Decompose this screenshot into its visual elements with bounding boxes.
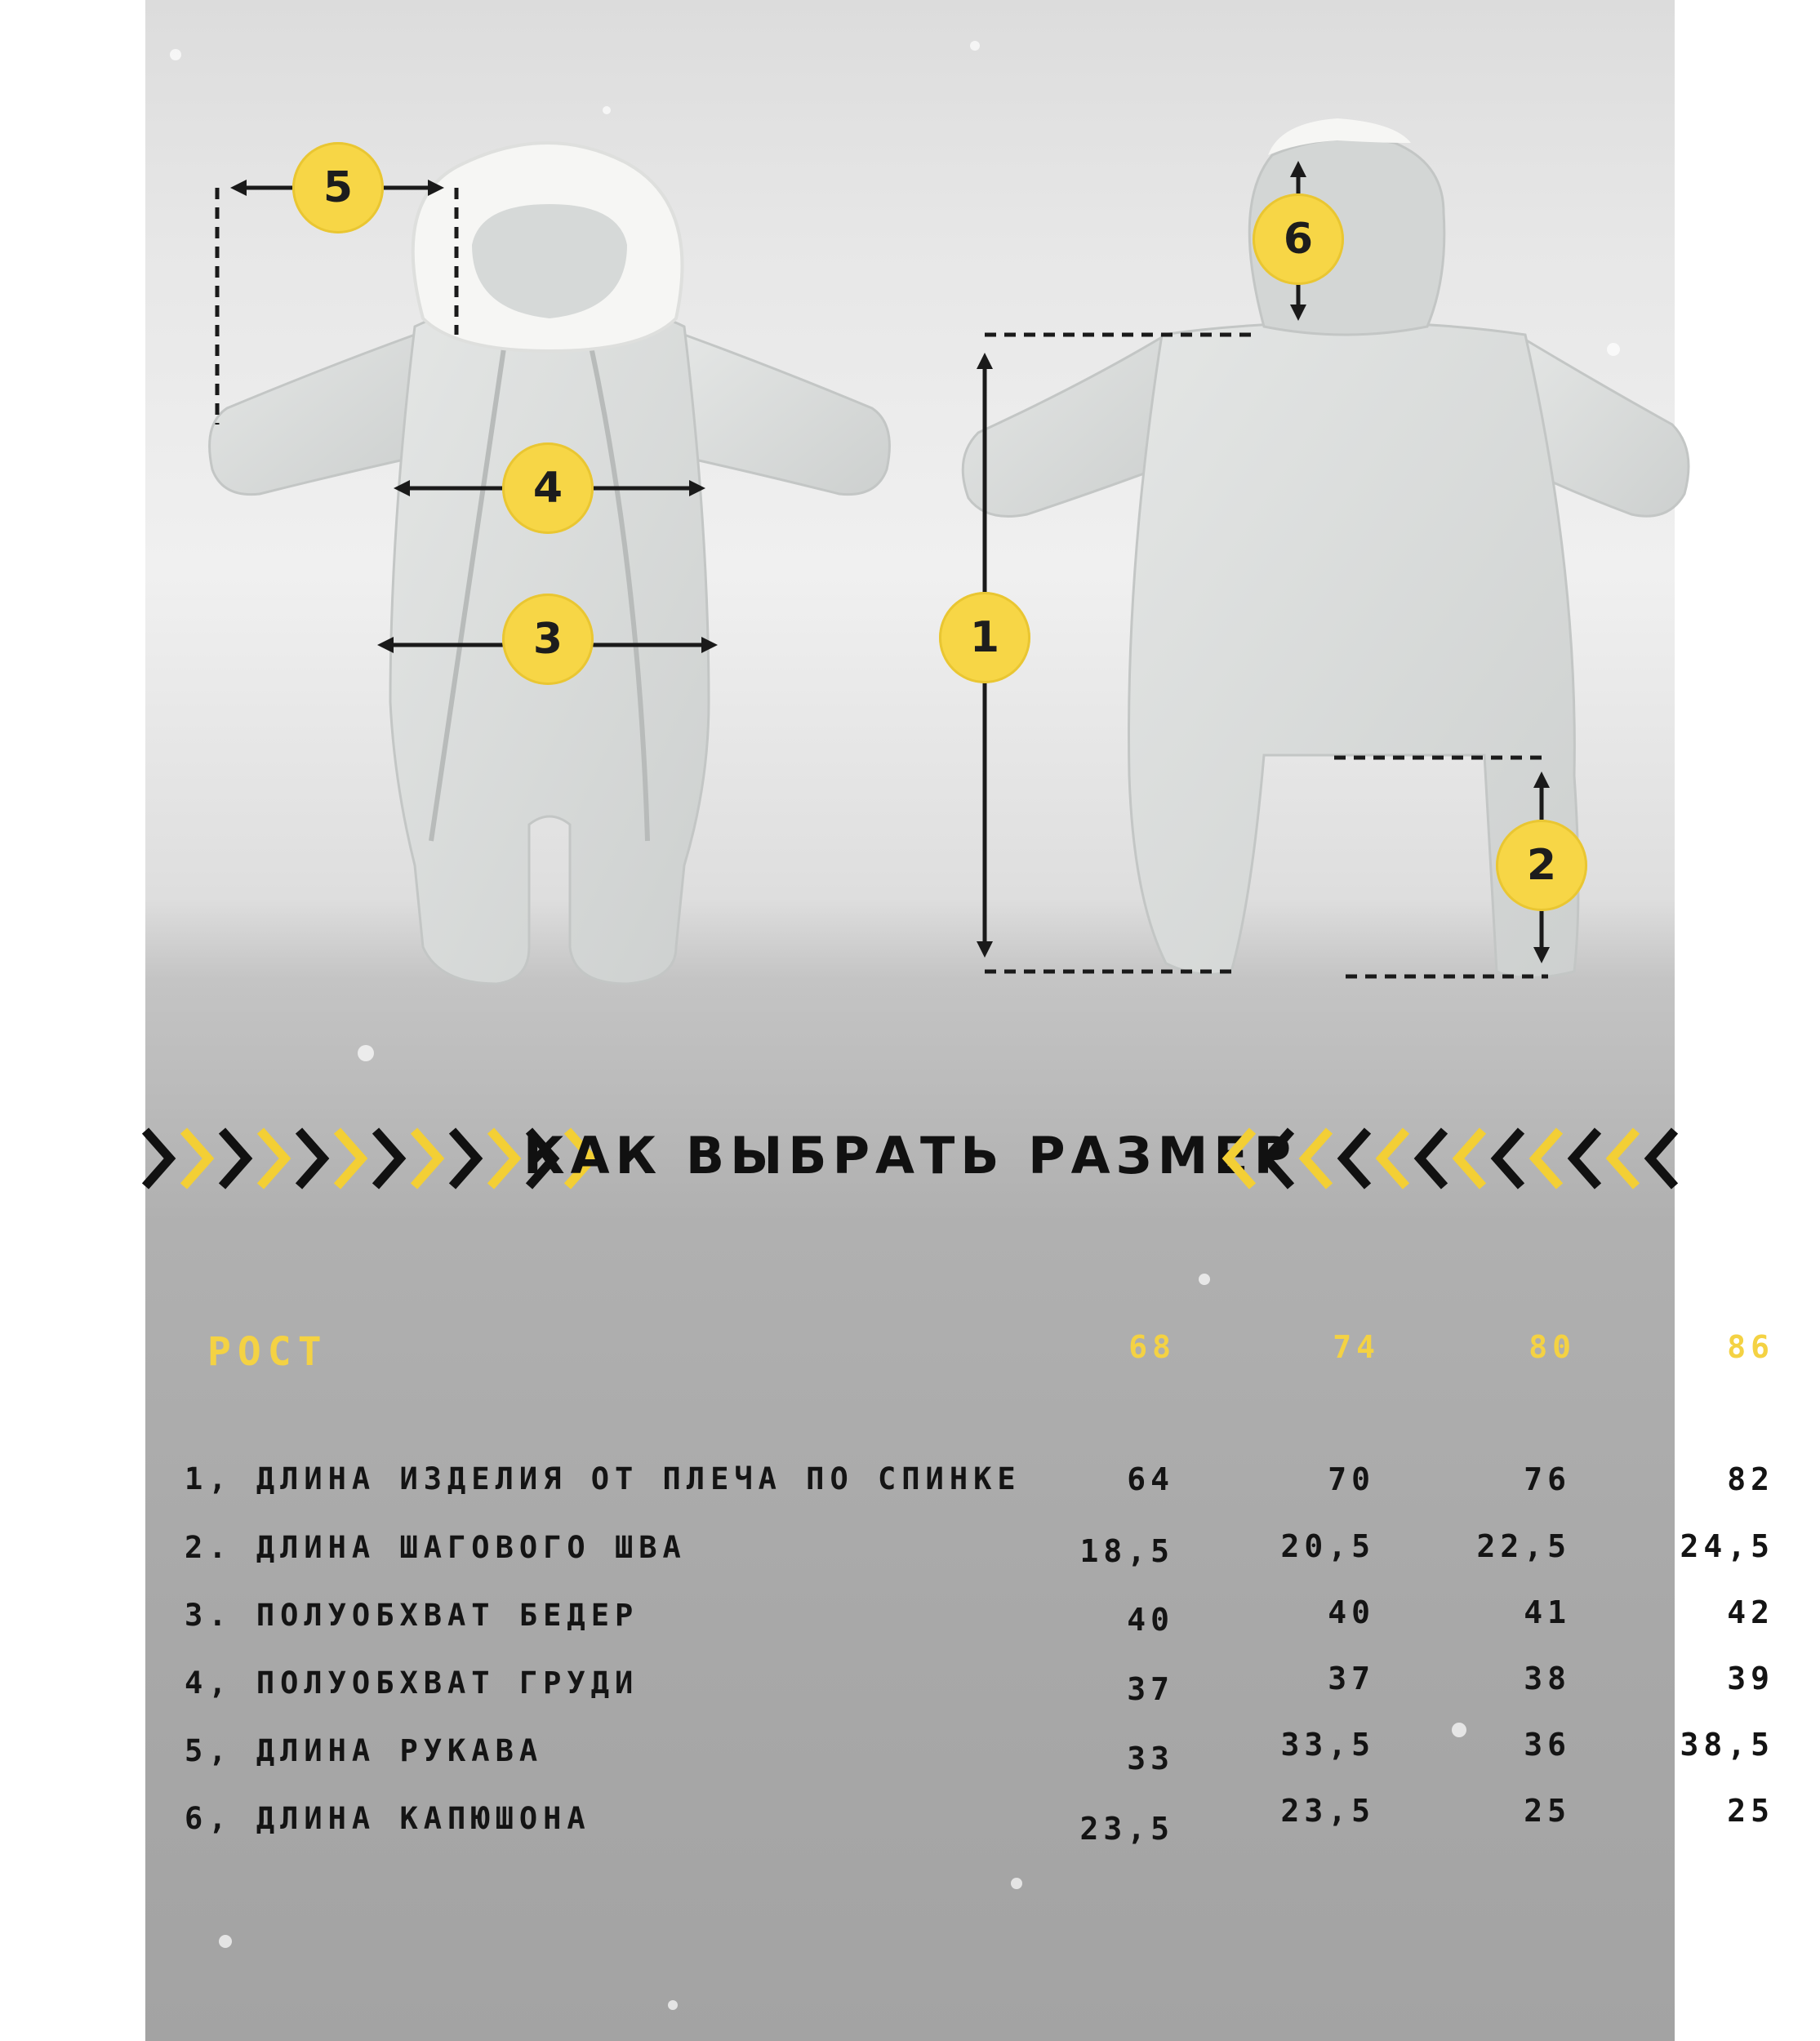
page-title: КАК ВЫБРАТЬ РАЗМЕР <box>523 1126 1297 1185</box>
chevron-icon <box>1228 1131 1253 1186</box>
snowflake <box>219 1935 232 1948</box>
chevron-icon <box>1420 1131 1444 1186</box>
measurement-badge-3: 3 <box>502 594 594 685</box>
chevron-icon <box>1382 1131 1406 1186</box>
table-cell: 38 <box>1524 1661 1571 1696</box>
table-header-size: 80 <box>1529 1329 1576 1365</box>
chevron-icon <box>1650 1131 1675 1186</box>
measurement-badge-4: 4 <box>502 442 594 534</box>
table-cell: 37 <box>1127 1671 1174 1707</box>
table-header-size: 86 <box>1727 1329 1774 1365</box>
snowflake <box>668 2000 678 2010</box>
chevron-icon <box>1266 1131 1291 1186</box>
table-cell: 41 <box>1524 1594 1571 1630</box>
table-cell: 82 <box>1727 1461 1774 1497</box>
table-cell: 40 <box>1127 1602 1174 1638</box>
table-cell: 38,5 <box>1680 1727 1774 1763</box>
chevron-icon <box>1458 1131 1483 1186</box>
table-cell: 33,5 <box>1280 1727 1375 1763</box>
chevron-icon <box>1343 1131 1368 1186</box>
measurement-badge-1: 1 <box>939 592 1030 683</box>
chevron-icon <box>1305 1131 1329 1186</box>
table-header-label: РОСТ <box>207 1329 328 1375</box>
table-cell: 18,5 <box>1079 1533 1174 1569</box>
table-row-label: 4, ПОЛУОБХВАТ ГРУДИ <box>185 1665 639 1701</box>
table-header-size: 74 <box>1333 1329 1380 1365</box>
table-cell: 24,5 <box>1680 1528 1774 1564</box>
table-cell: 23,5 <box>1079 1811 1174 1847</box>
chevrons-left-decoration <box>1217 1124 1675 1193</box>
snowflake <box>358 1045 374 1061</box>
table-cell: 25 <box>1727 1793 1774 1829</box>
measurement-badge-2: 2 <box>1496 820 1587 911</box>
table-row-label: 6, ДЛИНА КАПЮШОНА <box>185 1801 591 1836</box>
table-row-label: 3. ПОЛУОБХВАТ БЕДЕР <box>185 1598 639 1633</box>
chevron-icon <box>1535 1131 1560 1186</box>
table-cell: 20,5 <box>1280 1528 1375 1564</box>
table-cell: 25 <box>1524 1793 1571 1829</box>
chevron-icon <box>1497 1131 1521 1186</box>
snowflake <box>1011 1878 1022 1889</box>
table-cell: 64 <box>1127 1461 1174 1497</box>
chevron-icon <box>1573 1131 1598 1186</box>
table-header-size: 68 <box>1128 1329 1176 1365</box>
table-row-label: 2. ДЛИНА ШАГОВОГО ШВА <box>185 1530 687 1565</box>
table-cell: 39 <box>1727 1661 1774 1696</box>
measurement-badge-6: 6 <box>1253 193 1344 285</box>
table-cell: 33 <box>1127 1741 1174 1776</box>
table-cell: 70 <box>1328 1461 1375 1497</box>
table-cell: 22,5 <box>1476 1528 1571 1564</box>
table-cell: 40 <box>1328 1594 1375 1630</box>
measurement-lines <box>145 0 1675 1045</box>
table-row-label: 1, ДЛИНА ИЗДЕЛИЯ ОТ ПЛЕЧА ПО СПИНКЕ <box>185 1461 1021 1496</box>
table-cell: 23,5 <box>1280 1793 1375 1829</box>
measurement-badge-5: 5 <box>292 142 384 233</box>
table-cell: 42 <box>1727 1594 1774 1630</box>
heading-row <box>145 1114 1675 1204</box>
table-cell: 37 <box>1328 1661 1375 1696</box>
table-row-label: 5, ДЛИНА РУКАВА <box>185 1733 544 1768</box>
size-guide-card <box>145 0 1774 2041</box>
chevron-icon <box>1612 1131 1636 1186</box>
snowflake <box>1199 1274 1210 1285</box>
table-cell: 36 <box>1524 1727 1571 1763</box>
table-cell: 76 <box>1524 1461 1571 1497</box>
